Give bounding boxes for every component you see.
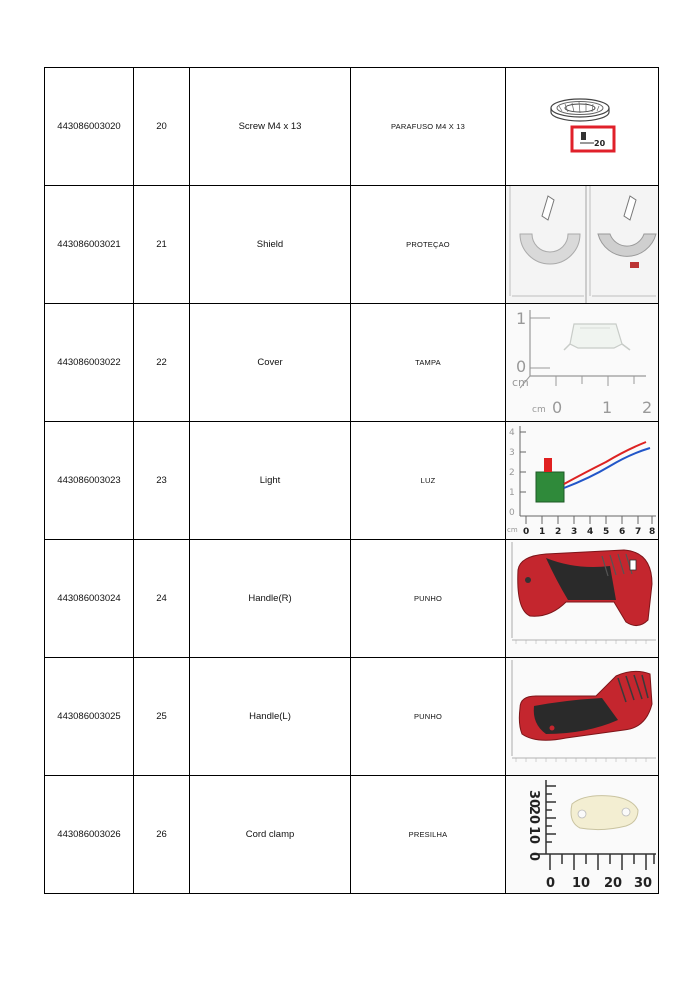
clear-cover-image: [506, 304, 658, 421]
table-row: [45, 658, 659, 776]
svg-text:1: 1: [539, 527, 546, 537]
svg-text:cm: cm: [512, 376, 529, 389]
svg-text:5: 5: [603, 527, 610, 537]
part-name-en-cell: Light: [190, 422, 351, 540]
svg-text:20: 20: [604, 876, 623, 891]
item-number-cell: 24: [134, 540, 190, 658]
part-image-cell: [506, 540, 659, 658]
part-name-pt-cell: PRESILHA: [351, 776, 506, 894]
part-name-pt-cell: PUNHO: [351, 658, 506, 776]
part-code-cell: 443086003022: [45, 304, 134, 422]
item-number-cell: 26: [134, 776, 190, 894]
svg-text:30: 30: [634, 876, 653, 891]
item-number-cell: 20: [134, 68, 190, 186]
part-name-en-cell: Cover: [190, 304, 351, 422]
svg-text:0: 0: [546, 876, 556, 891]
table-row: [45, 776, 659, 894]
table-row: [45, 422, 659, 540]
callout-number: 20: [594, 139, 606, 148]
svg-text:2: 2: [642, 398, 653, 417]
item-number-cell: 25: [134, 658, 190, 776]
part-name-pt-cell: PARAFUSO M4 X 13: [351, 68, 506, 186]
item-number-cell: 23: [134, 422, 190, 540]
part-code-cell: 443086003023: [45, 422, 134, 540]
table-row: [45, 540, 659, 658]
table-row: [45, 68, 659, 186]
part-name-pt-cell: TAMPA: [351, 304, 506, 422]
svg-text:2: 2: [555, 527, 562, 537]
right-handle-image: [506, 540, 658, 657]
svg-text:0: 0: [526, 852, 541, 862]
svg-text:1: 1: [516, 309, 527, 328]
svg-text:7: 7: [635, 527, 642, 537]
part-name-pt-cell: PUNHO: [351, 540, 506, 658]
part-name-pt-cell: LUZ: [351, 422, 506, 540]
wheel-guard-image: [506, 186, 658, 303]
svg-text:10: 10: [526, 826, 541, 845]
part-name-en-cell: Handle(R): [190, 540, 351, 658]
svg-text:cm: cm: [507, 526, 518, 534]
parts-table: [44, 67, 659, 894]
svg-text:4: 4: [587, 527, 594, 537]
part-image-cell: [506, 658, 659, 776]
svg-text:0: 0: [523, 527, 530, 537]
part-code-cell: 443086003021: [45, 186, 134, 304]
part-image-cell: [506, 776, 659, 894]
svg-text:0: 0: [516, 357, 527, 376]
svg-text:10: 10: [572, 876, 591, 891]
led-light-image: [506, 422, 658, 539]
svg-text:1: 1: [602, 398, 613, 417]
part-image-cell: [506, 422, 659, 540]
part-code-cell: 443086003024: [45, 540, 134, 658]
svg-text:20: 20: [526, 806, 541, 825]
part-name-pt-cell: PROTEÇAO: [351, 186, 506, 304]
part-image-cell: [506, 186, 659, 304]
part-image-cell: [506, 304, 659, 422]
svg-text:0: 0: [509, 508, 515, 518]
svg-text:6: 6: [619, 527, 626, 537]
svg-text:4: 4: [509, 428, 515, 438]
svg-text:30: 30: [526, 790, 541, 809]
part-name-en-cell: Handle(L): [190, 658, 351, 776]
table-row: [45, 186, 659, 304]
washer-screw-image: [506, 68, 658, 185]
cord-clamp-image: [506, 776, 658, 893]
part-code-cell: 443086003025: [45, 658, 134, 776]
svg-text:8: 8: [649, 527, 656, 537]
svg-text:2: 2: [509, 468, 515, 478]
left-handle-image: [506, 658, 658, 775]
svg-text:1: 1: [509, 488, 515, 498]
svg-text:0: 0: [552, 398, 563, 417]
svg-text:3: 3: [509, 448, 515, 458]
part-name-en-cell: Shield: [190, 186, 351, 304]
part-name-en-cell: Cord clamp: [190, 776, 351, 894]
part-code-cell: 443086003026: [45, 776, 134, 894]
part-code-cell: 443086003020: [45, 68, 134, 186]
table-row: [45, 304, 659, 422]
part-image-cell: [506, 68, 659, 186]
svg-text:cm: cm: [532, 405, 546, 415]
item-number-cell: 21: [134, 186, 190, 304]
part-name-en-cell: Screw M4 x 13: [190, 68, 351, 186]
item-number-cell: 22: [134, 304, 190, 422]
svg-text:3: 3: [571, 527, 578, 537]
